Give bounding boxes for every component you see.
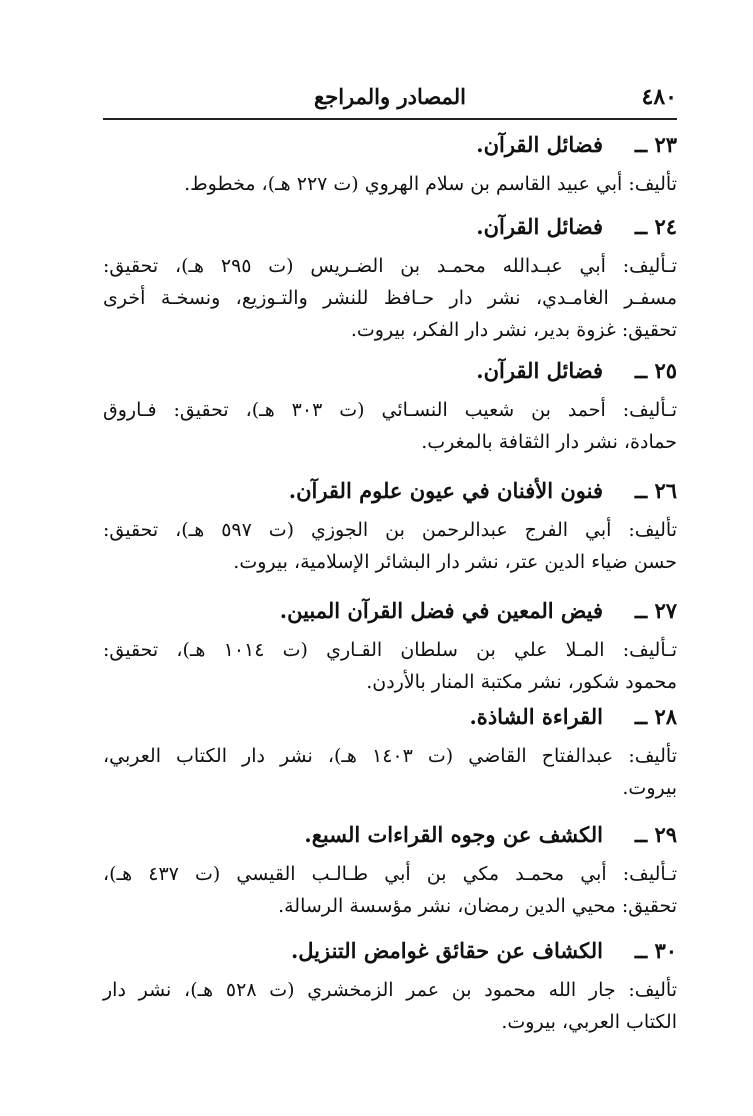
bibliography-entry-30: [103, 934, 677, 1038]
entry-title: فضائل القرآن.: [476, 132, 603, 157]
entry-line: بيروت.: [622, 777, 677, 799]
page-header: [103, 82, 677, 120]
entry-heading: [103, 474, 677, 514]
entry-number: ٢٤ ــ: [634, 214, 677, 239]
entry-heading: [103, 594, 677, 634]
entry-title: الكشاف عن حقائق غوامض التنزيل.: [290, 938, 603, 963]
entry-title: القراءة الشاذة.: [469, 704, 603, 729]
entry-line: محمود شكور، نشر مكتبة المنار بالأردن.: [366, 671, 677, 693]
entry-details: [103, 514, 677, 578]
entry-number: ٢٨ ــ: [634, 704, 677, 729]
entry-line: تأليف: أبي الفرج عبدالرحمن بن الجوزي (ت ٥٩٧ هـ)، تحقيق:: [103, 519, 678, 541]
entry-details: [103, 394, 677, 458]
entry-line: تحقيق: محيي الدين رمضان، نشر مؤسسة الرسالة.: [278, 895, 677, 917]
entry-number: ٢٩ ــ: [634, 822, 677, 847]
bibliography-entry-24: [103, 210, 677, 346]
entry-heading: [103, 700, 677, 740]
entry-details: [103, 168, 677, 200]
entry-line: تـأليف: أبي عبـدالله محمـد بن الضـريس (ت ٢٩٥ هـ)، تحقيق:: [103, 255, 677, 277]
entry-line: تحقيق: غزوة بدير، نشر دار الفكر، بيروت.: [350, 319, 677, 341]
entry-heading: [103, 128, 677, 168]
entry-line: مسفـر الغامـدي، نشر دار حـافظ للنشر والتـوزيع، ونسخـة أخرى: [103, 287, 677, 309]
bibliography-entry-23: [103, 128, 677, 200]
entry-line: حسن ضياء الدين عتر، نشر دار البشائر الإسلامية، بيروت.: [233, 551, 677, 573]
entry-line: تـأليف: أبي محمـد مكي بن أبي طـالـب القيسي (ت ٤٣٧ هـ)،: [103, 863, 678, 885]
entry-title: فنون الأفنان في عيون علوم القرآن.: [288, 478, 603, 503]
bibliography-entry-26: [103, 474, 677, 578]
entry-number: ٢٦ ــ: [634, 478, 677, 503]
entry-heading: [103, 210, 677, 250]
entry-line: تـأليف: المـلا علي بن سلطان القـاري (ت ١٠١٤ هـ)، تحقيق:: [103, 639, 677, 661]
entry-title: الكشف عن وجوه القراءات السبع.: [304, 822, 603, 847]
entry-details: [103, 634, 677, 698]
entry-heading: [103, 934, 677, 974]
entry-number: ٢٧ ــ: [634, 598, 677, 623]
entry-line: تـأليف: أحمد بن شعيب النسـائي (ت ٣٠٣ هـ)، تحقيق: فـاروق: [103, 399, 677, 421]
entry-number: ٢٣ ــ: [634, 132, 677, 157]
entry-line: تأليف: أبي عبيد القاسم بن سلام الهروي (ت ٢٢٧ هـ)، مخطوط.: [184, 173, 677, 195]
entry-details: [103, 858, 677, 922]
entry-details: [103, 974, 677, 1038]
running-title: المصادر والمراجع: [314, 84, 466, 109]
bibliography-entry-29: [103, 818, 677, 922]
page-number: ٤٨٠: [641, 84, 677, 110]
bibliography-entry-25: [103, 354, 677, 458]
entry-line: حمادة، نشر دار الثقافة بالمغرب.: [421, 431, 677, 453]
entry-title: فضائل القرآن.: [476, 214, 603, 239]
bibliography-entry-28: [103, 700, 677, 804]
entry-number: ٢٥ ــ: [634, 358, 677, 383]
entry-line: تأليف: عبدالفتاح القاضي (ت ١٤٠٣ هـ)، نشر دار الكتاب العربي،: [103, 745, 677, 767]
entry-number: ٣٠ ــ: [634, 938, 677, 963]
entry-details: [103, 250, 677, 346]
entry-line: تأليف: جار الله محمود بن عمر الزمخشري (ت ٥٢٨ هـ)، نشر دار: [103, 979, 677, 1001]
entry-title: فيض المعين في فضل القرآن المبين.: [279, 598, 603, 623]
entry-line: الكتاب العربي، بيروت.: [501, 1011, 677, 1033]
bibliography-entry-27: [103, 594, 677, 698]
entry-details: [103, 740, 677, 804]
entry-heading: [103, 818, 677, 858]
entry-heading: [103, 354, 677, 394]
entry-title: فضائل القرآن.: [476, 358, 603, 383]
